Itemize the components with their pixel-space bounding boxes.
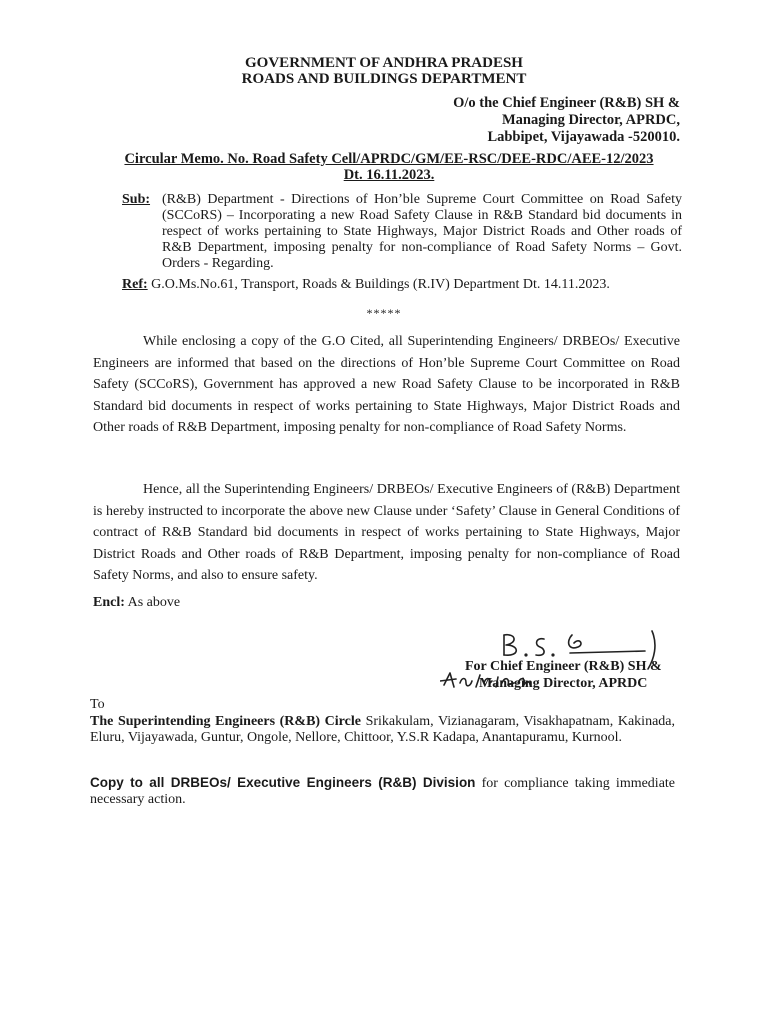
enclosure-line — [93, 595, 180, 611]
office-line-1: O/o the Chief Engineer (R&B) SH & — [453, 95, 680, 111]
memo-date: Dt. 16.11.2023. — [343, 167, 435, 183]
signatory-block — [465, 658, 662, 692]
header-government: GOVERNMENT OF ANDHRA PRADESH — [245, 55, 523, 71]
separator-stars: ***** — [366, 306, 402, 320]
recipient-address — [90, 714, 675, 745]
reference-text: G.O.Ms.No.61, Transport, Roads & Buildings (R.IV) Department Dt. 14.11.2023. — [151, 277, 610, 292]
recipient-circles: Srikakulam, Vizianagaram, Visakhapatnam, Kakinada, Eluru, Vijayawada, Guntur, Ongole, Nellore, Chittoor, Y.S.R Kadapa, Anantapuramu, Kurnool. — [90, 714, 675, 745]
office-line-3: Labbipet, Vijayawada -520010. — [487, 129, 680, 145]
reference-block — [122, 277, 610, 293]
subject-text: (R&B) Department - Directions of Hon’ble Supreme Court Committee on Road Safety (SCCoRS) – Incorporating a new Road Safety Clause in R&B Standard bid documents in respect of works pertaining to State Highways, Major District Roads and Other roads of R&B Department, imposing penalty for non-compliance of Road Safety Norms – Govt. Orders - Regarding. — [162, 192, 682, 271]
reference-label: Ref: — [122, 277, 148, 292]
subject-block — [122, 192, 682, 272]
enclosure-text: As above — [127, 595, 181, 610]
subject-label: Sub: — [122, 192, 151, 207]
header-department: ROADS AND BUILDINGS DEPARTMENT — [241, 71, 527, 87]
office-address — [453, 95, 680, 146]
copy-to-bold: Copy to all DRBEOs/ Executive Engineers (R&B) Division — [90, 775, 476, 790]
office-line-2: Managing Director, APRDC, — [501, 112, 680, 128]
paragraph-1 — [93, 331, 680, 439]
paragraph-2-text: Hence, all the Superintending Engineers/ DRBEOs/ Executive Engineers of (R&B) Department is hereby instructed to incorporate the above new Clause under ‘Safety’ Clause in General Conditions of contract of R&B Standard bid documents in respect of works pertaining to State Highways, Major District Roads and Other roads of R&B Department, imposing penalty for non-compliance of Road Safety Norms, and also to ensure safety. — [93, 482, 680, 583]
copy-to-block — [90, 775, 675, 808]
memo-number — [104, 151, 674, 183]
recipient-addressee: The Superintending Engineers (R&B) Circle — [90, 714, 361, 729]
signatory-line-2: Managing Director, APRDC — [479, 676, 648, 691]
enclosure-label: Encl: — [93, 595, 125, 610]
paragraph-2 — [93, 479, 680, 587]
copy-to-text: for compliance taking immediate necessary action. — [90, 776, 676, 807]
signatory-line-1: For Chief Engineer (R&B) SH & — [465, 659, 662, 674]
to-label: To — [90, 697, 105, 712]
paragraph-1-text: While enclosing a copy of the G.O Cited, all Superintending Engineers/ DRBEOs/ Executive Engineers are informed that based on the directions of Hon’ble Supreme Court Committee on Road Safety (SCCoRS), Government has approved a new Road Safety Clause to be incorporated in R&B Standard bid documents in respect of works pertaining to State Highways, Major District Roads and Other roads of R&B Department, imposing penalty for non-compliance of Road Safety Norms. — [93, 334, 680, 435]
memo-line-1: Circular Memo. No. Road Safety Cell/APRDC/GM/EE-RSC/DEE-RDC/AEE-12/2023 — [124, 151, 654, 167]
